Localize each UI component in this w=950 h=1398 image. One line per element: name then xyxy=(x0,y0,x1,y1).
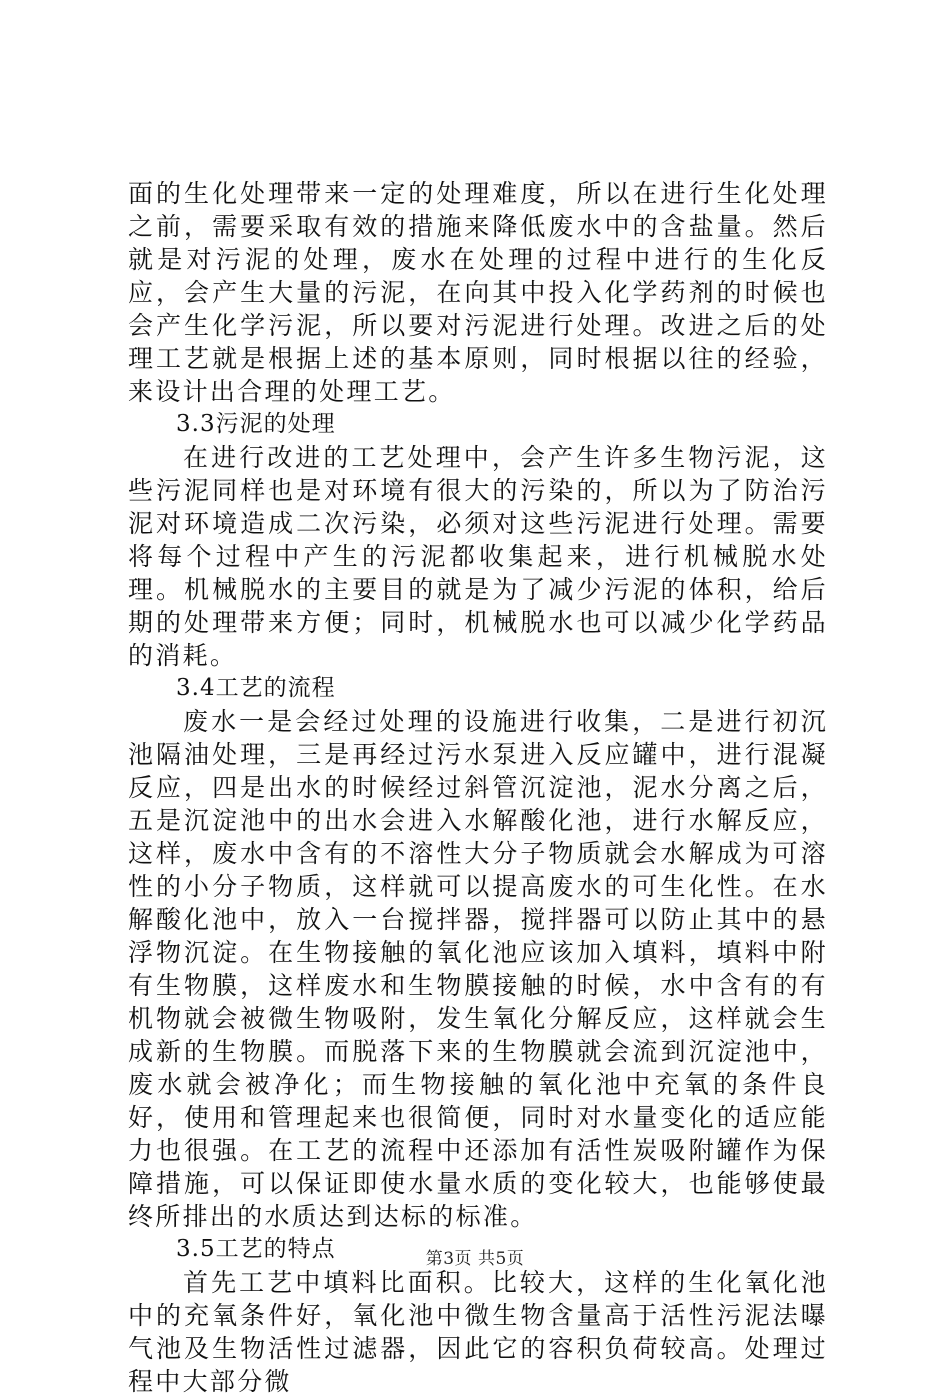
document-body xyxy=(128,177,828,1398)
paragraph-sludge-treatment: 在进行改进的工艺处理中，会产生许多生物污泥，这些污泥同样也是对环境有很大的污染的，所以为了防治污泥对环境造成二次污染，必须对这些污泥进行处理。需要将每个过程中产生的污泥都收集起来，进行机械脱水处理。机械脱水的主要目的就是为了减少污泥的体积，给后期的处理带来方便；同时，机械脱水也可以减少化学药品的消耗。 xyxy=(128,443,828,670)
paragraph-process-features: 首先工艺中填料比面积。比较大，这样的生化氧化池中的充氧条件好，氧化池中微生物含量高于活性污泥法曝气池及生物活性过滤器，因此它的容积负荷较高。处理过程中大部分微 xyxy=(128,1268,828,1396)
section-heading-3-5: 3.5工艺的特点 xyxy=(176,1236,336,1262)
section-heading-3-3: 3.3污泥的处理 xyxy=(176,411,336,437)
section-heading-3-4: 3.4工艺的流程 xyxy=(176,675,336,701)
paragraph-sludge-intro: 面的生化处理带来一定的处理难度，所以在进行生化处理之前，需要采取有效的措施来降低废水中的含盐量。然后就是对污泥的处理，废水在处理的过程中进行的生化反应，会产生大量的污泥，在向其中投入化学药剂的时候也会产生化学污泥，所以要对污泥进行处理。改进之后的处理工艺就是根据上述的基本原则，同时根据以往的经验，来设计出合理的处理工艺。 xyxy=(128,179,828,406)
paragraph-process-flow: 废水一是会经过处理的设施进行收集，二是进行初沉池隔油处理，三是再经过污水泵进入反应罐中，进行混凝反应，四是出水的时候经过斜管沉淀池，泥水分离之后，五是沉淀池中的出水会进入水解酸化池，进行水解反应，这样，废水中含有的不溶性大分子物质就会水解成为可溶性的小分子物质，这样就可以提高废水的可生化性。在水解酸化池中，放入一台搅拌器，搅拌器可以防止其中的悬浮物沉淀。在生物接触的氧化池应该加入填料，填料中附有生物膜，这样废水和生物膜接触的时候，水中含有的有机物就会被微生物吸附，发生氧化分解反应，这样就会生成新的生物膜。而脱落下来的生物膜就会流到沉淀池中，废水就会被净化；而生物接触的氧化池中充氧的条件良好，使用和管理起来也很简便，同时对水量变化的适应能力也很强。在工艺的流程中还添加有活性炭吸附罐作为保障措施，可以保证即使水量水质的变化较大，也能够使最终所排出的水质达到达标的标准。 xyxy=(128,707,828,1231)
page-number-footer: 第3页 共5页 xyxy=(425,1249,525,1269)
